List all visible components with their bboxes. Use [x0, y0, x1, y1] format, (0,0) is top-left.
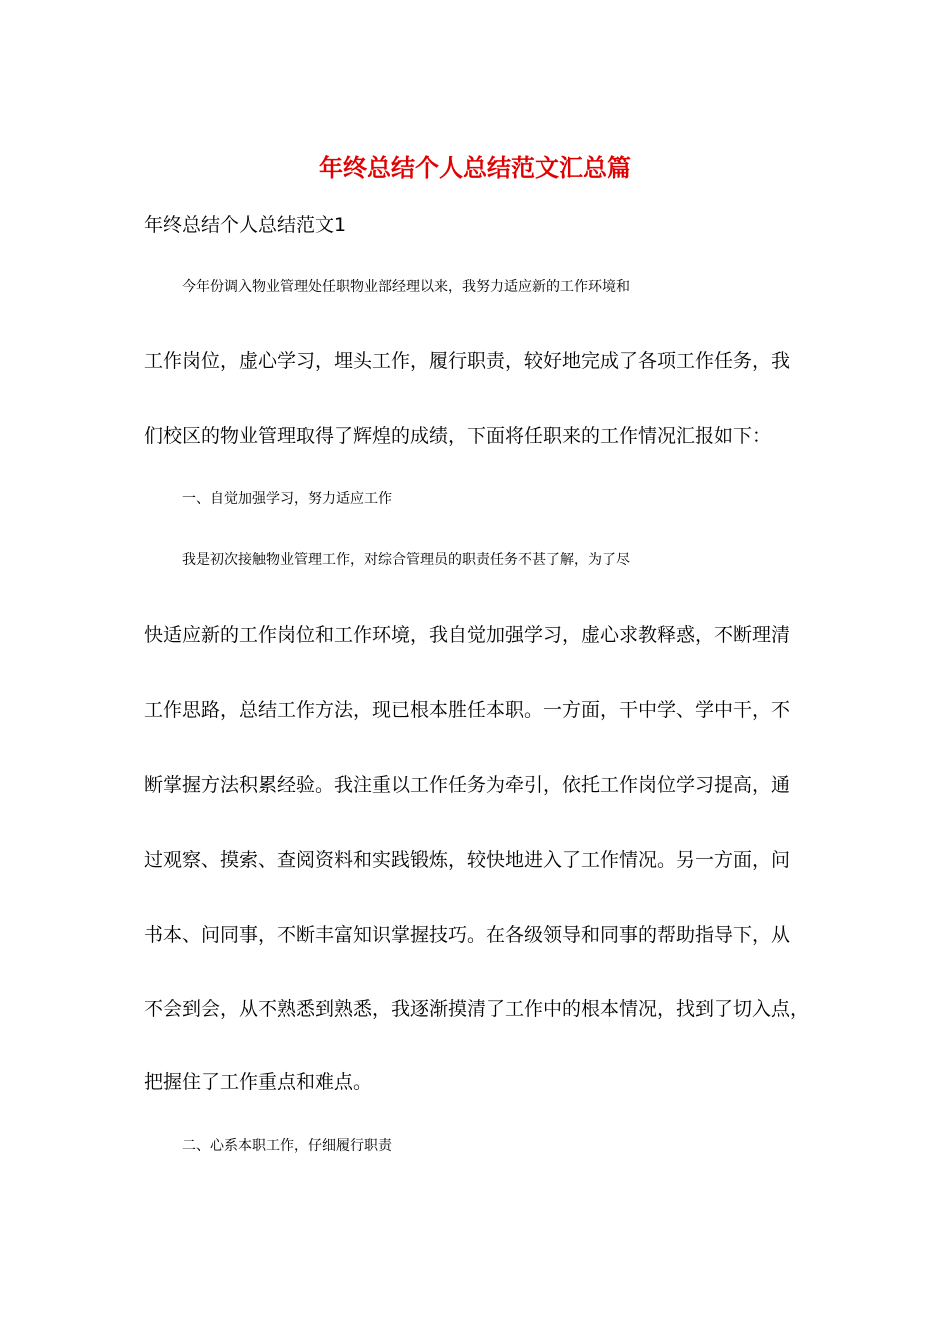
paragraph-line: 们校区的物业管理取得了辉煌的成绩，下面将任职来的工作情况汇报如下： — [144, 425, 772, 447]
section-heading: 一、自觉加强学习，努力适应工作 — [182, 491, 392, 507]
paragraph-line: 断掌握方法积累经验。我注重以工作任务为牵引，依托工作岗位学习提高，通 — [144, 774, 791, 796]
paragraph-line: 书本、问同事，不断丰富知识掌握技巧。在各级领导和同事的帮助指导下，从 — [144, 924, 791, 946]
document-title: 年终总结个人总结范文汇总篇 — [319, 153, 631, 182]
section-heading: 二、心系本职工作，仔细履行职责 — [182, 1138, 392, 1154]
paragraph-line: 我是初次接触物业管理工作，对综合管理员的职责任务不甚了解，为了尽 — [182, 552, 630, 568]
paragraph-line: 把握住了工作重点和难点。 — [144, 1071, 373, 1093]
paragraph-line: 过观察、摸索、查阅资料和实践锻炼，较快地进入了工作情况。另一方面，问 — [144, 849, 791, 871]
section-subtitle: 年终总结个人总结范文1 — [144, 214, 347, 236]
paragraph-line: 今年份调入物业管理处任职物业部经理以来，我努力适应新的工作环境和 — [182, 279, 630, 295]
paragraph-line: 工作岗位，虚心学习，埋头工作，履行职责，较好地完成了各项工作任务，我 — [144, 350, 791, 372]
paragraph-line: 不会到会，从不熟悉到熟悉，我逐渐摸清了工作中的根本情况，找到了切入点， — [144, 998, 810, 1020]
paragraph-line: 快适应新的工作岗位和工作环境，我自觉加强学习，虚心求教释惑，不断理清 — [144, 624, 791, 646]
paragraph-line: 工作思路，总结工作方法，现已根本胜任本职。一方面，干中学、学中干，不 — [144, 699, 791, 721]
